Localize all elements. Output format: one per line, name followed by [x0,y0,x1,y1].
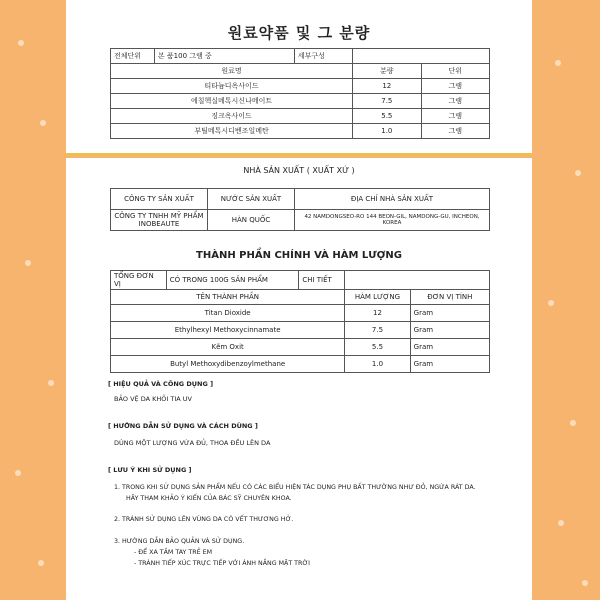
effects-label: [ HIỆU QUẢ VÀ CÔNG DỤNG ] [108,380,214,388]
table-row: 티타늄디옥사이드 12 그램 [111,79,490,94]
caution-item-1-cont: HÃY THAM KHẢO Ý KIẾN CỦA BÁC SỸ CHUYÊN KHOA. [114,495,292,502]
composition-detail-label: CHI TIẾT [299,271,345,290]
korean-ingredients-panel [66,0,532,155]
table-row: 부틸메톡시디벤조일메탄 1.0 그램 [111,124,490,139]
manufacturer-company: CÔNG TY TNHH MỸ PHẨM INOBEAUTE [111,210,208,231]
usage-label: [ HƯỚNG DẪN SỬ DỤNG VÀ CÁCH DÙNG ] [108,422,258,430]
table-row: Ethylhexyl Methoxycinnamate 7.5 Gram [111,322,490,339]
cautions-label: [ LƯU Ý KHI SỬ DỤNG ] [108,466,192,474]
composition-title: THÀNH PHẦN CHÍNH VÀ HÀM LƯỢNG [196,250,402,261]
usage-text: DÙNG MỘT LƯỢNG VỪA ĐỦ, THOA ĐỀU LÊN DA [114,439,271,447]
header-unit: 단위 [421,64,489,79]
korean-ingredients-table [110,48,490,139]
caution-item-1: 1. TRONG KHI SỬ DỤNG SẢN PHẨM NẾU CÓ CÁC BIỂU HIỆN TÁC DỤNG PHỤ BẤT THƯỜNG NHƯ ĐỎ, NGỨA RÁT DA. [114,484,476,491]
header-amount: 분량 [353,64,421,79]
table-row: Titan Dioxide 12 Gram [111,305,490,322]
table-row: Kẽm Oxit 5.5 Gram [111,339,490,356]
manufacturer-table: CÔNG TY SẢN XUẤT NƯỚC SẢN XUẤT ĐỊA CHỈ NHÀ SẢN XUẤT CÔNG TY TNHH MỸ PHẨM INOBEAUTE HÀN QUỐC 42 NAMDONGSEO-RO 144 BEON-GIL, NAMDONG-GU, INCHEON, KOREA [110,188,490,231]
composition-table: TỔNG ĐƠN VỊ CÓ TRONG 100G SẢN PHẨM CHI TIẾT TÊN THÀNH PHẦN HÀM LƯỢNG ĐƠN VỊ TÍNH Titan Dioxide 12 Gram Ethylhexyl Methoxycinnamate 7.5 Gram Kẽm Oxit 5.5 Gram Butyl Methoxydibenzoylmethane 1.0 Gram [110,270,490,373]
caution-item-3-b: - TRÁNH TIẾP XÚC TRỰC TIẾP VỚI ÁNH NẮNG MẶT TRỜI [114,560,311,567]
table-row: 징크옥사이드 5.5 그램 [111,109,490,124]
table-row: 에칠헥실메톡시신나메이트 7.5 그램 [111,94,490,109]
total-unit-label: 전체단위 [111,49,155,64]
manufacturer-country: HÀN QUỐC [208,210,295,231]
caution-item-3: 3. HƯỚNG DẪN BẢO QUẢN VÀ SỬ DỤNG. [114,538,245,545]
vietnamese-label-panel [66,158,532,600]
composition-total-label: TỔNG ĐƠN VỊ [111,271,167,290]
manufacturer-address: 42 NAMDONGSEO-RO 144 BEON-GIL, NAMDONG-GU, INCHEON, KOREA [295,210,490,231]
caution-item-3-a: - ĐỂ XA TẦM TAY TRẺ EM [114,549,212,556]
detail-label: 세부구성 [294,49,352,64]
page-title: 원료약품 및 그 분량 [227,24,371,42]
manufacturer-title: NHÀ SẢN XUẤT ( XUẤT XỨ ) [243,166,355,175]
total-unit-value: 본 품100 그램 중 [154,49,294,64]
composition-total-value: CÓ TRONG 100G SẢN PHẨM [166,271,299,290]
effects-text: BẢO VỆ DA KHỎI TIA UV [114,395,192,403]
caution-item-2: 2. TRÁNH SỬ DỤNG LÊN VÙNG DA CÓ VẾT THƯƠNG HỞ. [114,516,294,523]
header-name: 원료명 [111,64,353,79]
table-row: Butyl Methoxydibenzoylmethane 1.0 Gram [111,356,490,373]
